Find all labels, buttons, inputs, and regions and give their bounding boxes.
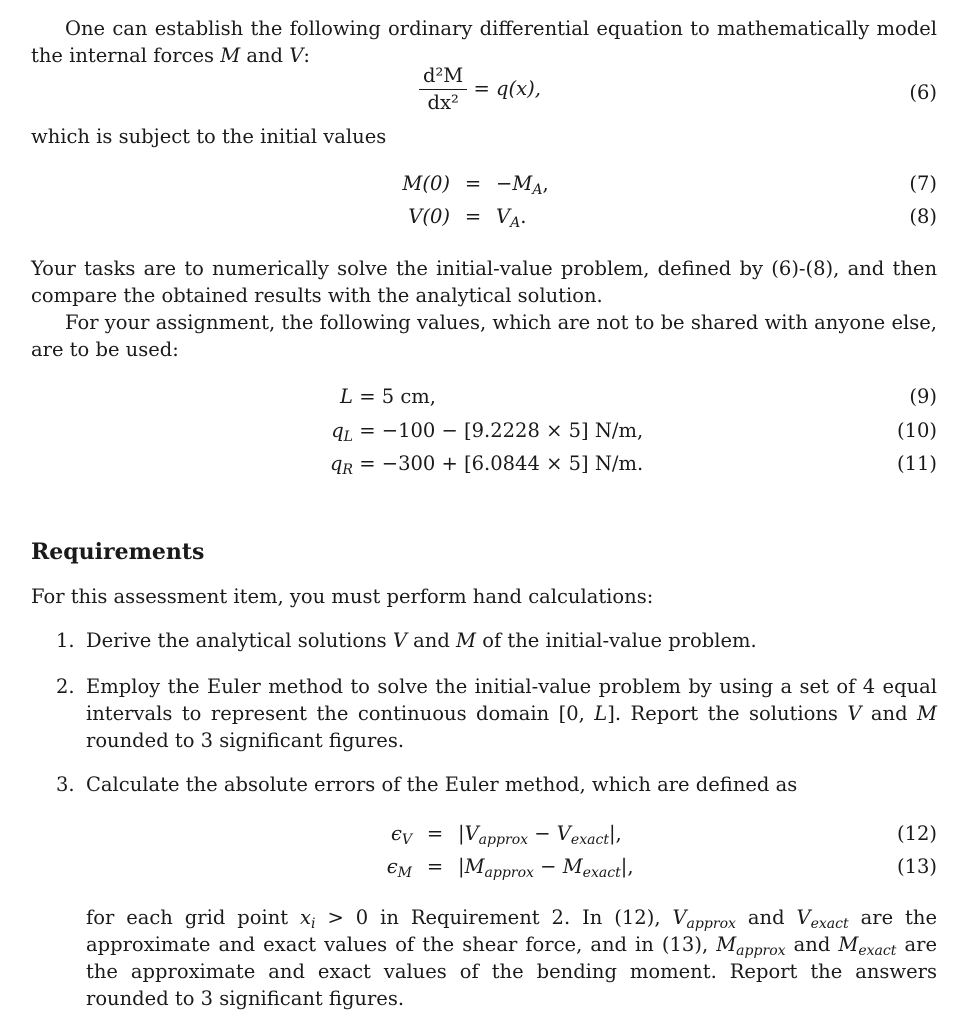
symbol-V: V <box>392 629 407 652</box>
requirements-intro: For this assessment item, you must perform hand calculations: <box>31 585 654 608</box>
equation-9-lhs: L <box>340 385 353 408</box>
fraction-denominator: dx² <box>427 91 459 114</box>
equation-11-lhs: q <box>329 452 343 475</box>
second-derivative-fraction <box>419 63 467 116</box>
equation-11-number: (11) <box>896 452 937 475</box>
equation-10-rhs: = −100 − [9.2228 × 5] N/m, <box>353 419 644 442</box>
equation-11 <box>311 452 644 478</box>
equation-6 <box>419 63 541 116</box>
equation-13-lhs: ϵ <box>386 855 398 878</box>
list-item-text: Derive the analytical solutions V and M of the initial-value problem. <box>86 629 757 652</box>
symbol-L: L <box>594 702 608 725</box>
requirements-heading: Requirements <box>31 539 205 565</box>
initial-values-text: which is subject to the initial values <box>31 125 387 148</box>
equation-13-number: (13) <box>896 855 937 878</box>
symbol-M: M <box>917 702 937 725</box>
symbol-M: M <box>456 629 476 652</box>
closing-paragraph: for each grid point $x_i > 0$ in Requirement 2. In (12), $V_{approx}$ and $V_{exact}$ are the approximate and exact values of the shear force, and in (13), $M_{approx}$ and $M_{exact}$ are the approximate and exact values of the bending moment. Report the answers rounded to 3 significant figures. <box>86 906 937 1010</box>
equation-9 <box>311 385 436 408</box>
equation-8-punct: . <box>520 205 527 228</box>
equation-7-number: (7) <box>909 172 937 195</box>
equation-9-number: (9) <box>909 385 937 408</box>
equation-12-lhs: ϵ <box>390 822 402 845</box>
equation-12-number: (12) <box>896 822 937 845</box>
equation-7-punct: , <box>542 172 549 195</box>
list-item-marker: 1. <box>56 629 75 652</box>
list-item-text: Employ the Euler method to solve the initial-value problem by using a set of 4 equal intervals to represent the continuous domain [0, L]. Report the solutions V and M rounded to 3 significant figures. <box>86 675 937 752</box>
equation-8-rhs-subscript: A <box>510 214 521 231</box>
equation-10-lhs-subscript: L <box>343 428 353 445</box>
equation-7 <box>397 172 549 198</box>
equation-8-lhs: V(0) <box>408 205 450 228</box>
equation-7-equals: = <box>464 172 482 195</box>
list-item-marker: 3. <box>56 773 75 796</box>
equation-8-equals: = <box>464 205 482 228</box>
equation-9-rhs: = 5 cm, <box>353 385 436 408</box>
equation-6-number: (6) <box>909 81 937 104</box>
assignment-paragraph: For your assignment, the following values, which are not to be shared with anyone else, are to be used: <box>31 311 937 361</box>
intro-text-colon: : <box>303 44 310 67</box>
intro-text-and: and <box>240 44 290 67</box>
list-item-marker: 2. <box>56 675 75 698</box>
equation-12-lhs-subscript: V <box>401 831 412 848</box>
equation-10 <box>311 419 644 445</box>
equation-6-rhs: = q(x), <box>473 77 541 100</box>
equation-10-number: (10) <box>896 419 937 442</box>
intro-text: One can establish the following ordinary differential equation to mathematically model the internal forces <box>31 17 937 67</box>
list-item-text: Calculate the absolute errors of the Euler method, which are defined as <box>86 773 798 796</box>
equation-13-equals: = <box>426 855 444 878</box>
equation-8 <box>397 205 527 231</box>
tasks-paragraph: Your tasks are to numerically solve the initial-value problem, defined by (6)-(8), and then compare the obtained results with the analytical solution. <box>31 257 937 307</box>
equation-12-equals: = <box>426 822 444 845</box>
equation-7-rhs-subscript: A <box>532 181 543 198</box>
equation-11-rhs: = −300 + [6.0844 × 5] N/m. <box>353 452 644 475</box>
intro-paragraph <box>31 15 937 69</box>
fraction-numerator: d²M <box>419 63 467 90</box>
equation-8-number: (8) <box>909 205 937 228</box>
equation-8-rhs: V <box>496 205 511 228</box>
equation-12-rhs: |V <box>458 822 479 845</box>
symbol-V: V <box>847 702 862 725</box>
equation-11-lhs-subscript: R <box>342 461 353 478</box>
equation-13-rhs: |M <box>458 855 485 878</box>
symbol-M: M <box>220 44 241 67</box>
equation-10-lhs: q <box>331 419 344 442</box>
equation-7-rhs: −M <box>496 172 533 195</box>
equation-12: $\epsilon_V = |V_{approx} - V_{exact}|$, <box>390 822 622 848</box>
symbol-x: x <box>300 906 312 929</box>
equation-13-lhs-subscript: M <box>397 864 412 881</box>
equation-7-lhs: M(0) <box>402 172 450 195</box>
document-page <box>31 0 937 1024</box>
symbol-V: V <box>289 44 304 67</box>
equation-13: $\epsilon_M = |M_{approx} - M_{exact}|$, <box>386 855 634 881</box>
